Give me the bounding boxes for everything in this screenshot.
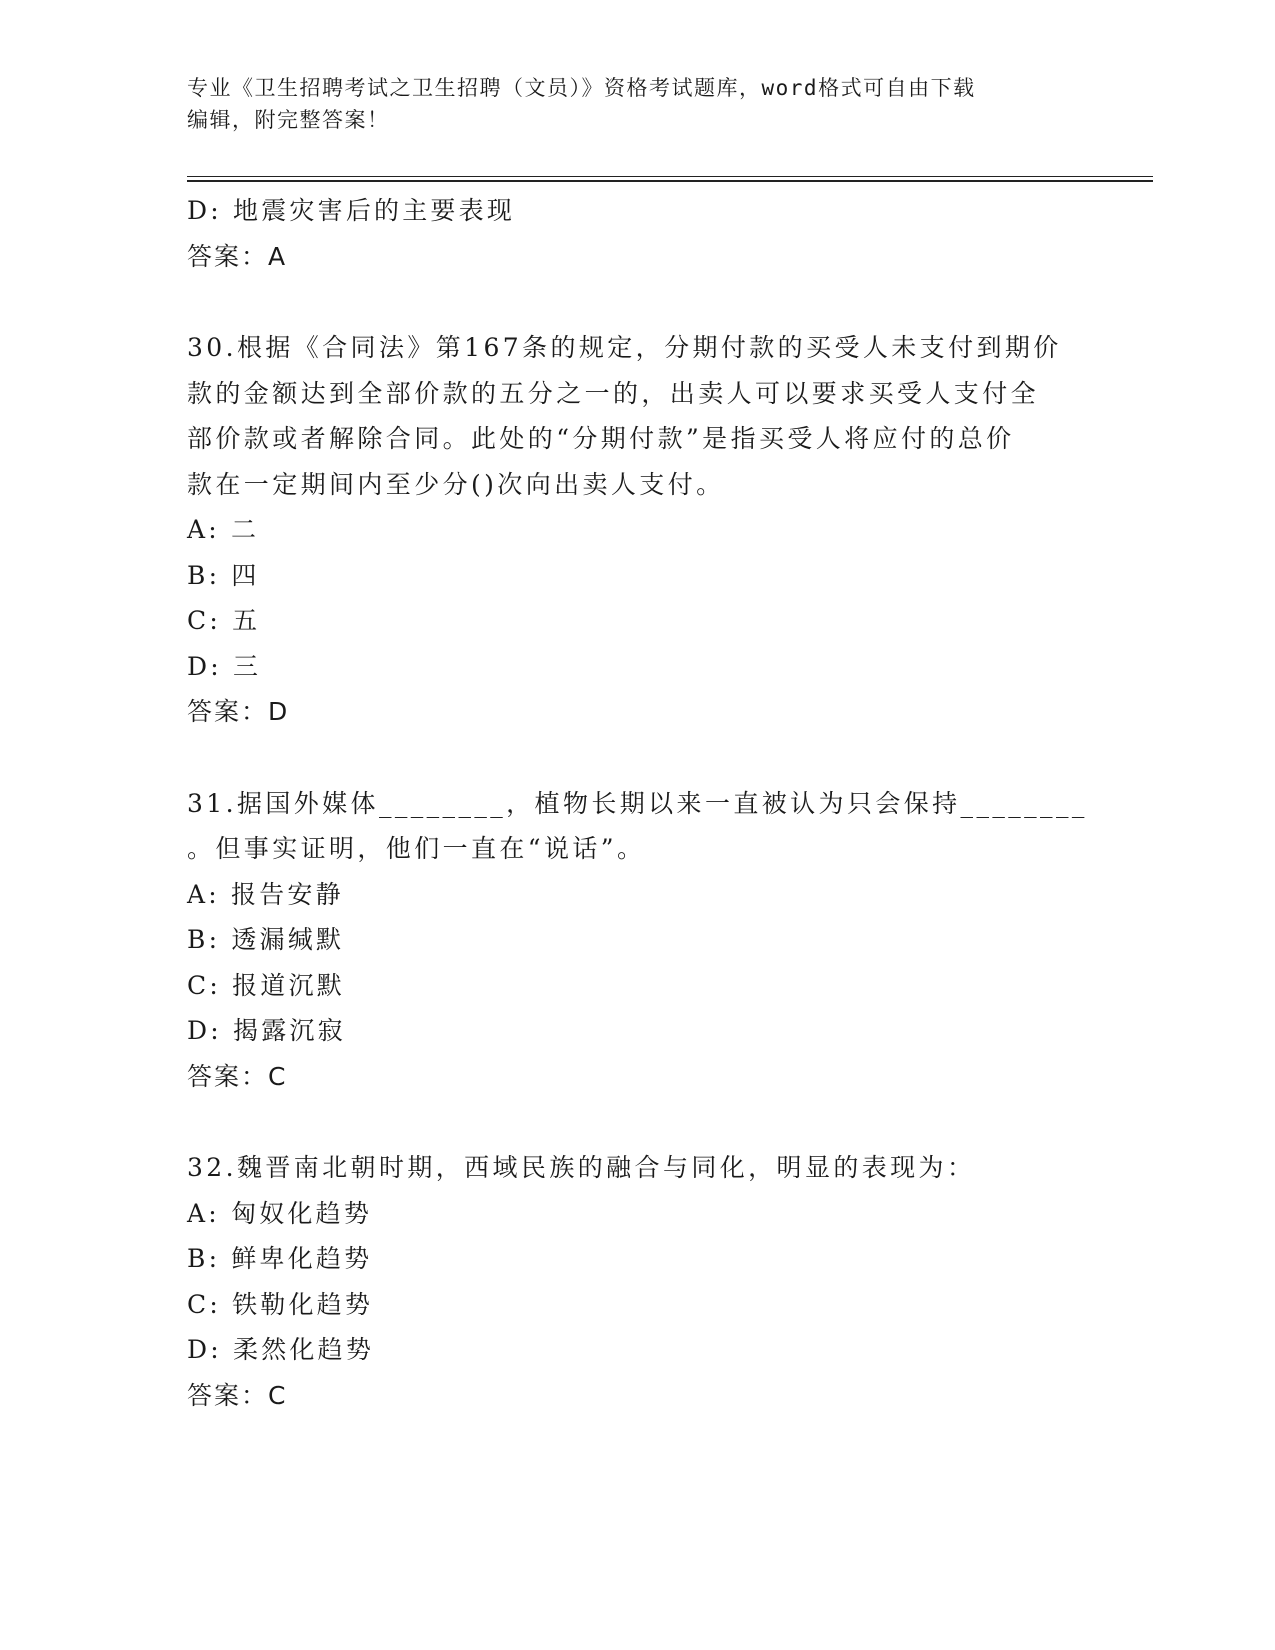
question-32 <box>187 1145 1087 1418</box>
question-line: 款在一定期间内至少分()次向出卖人支付。 <box>187 469 725 499</box>
option-d: D: 三 <box>187 651 262 681</box>
question-line: 款的金额达到全部价款的五分之一的，出卖人可以要求买受人支付全 <box>187 378 1040 408</box>
option-c: C: 铁勒化趋势 <box>187 1289 374 1319</box>
previous-question-tail <box>187 188 1087 279</box>
question-text <box>187 325 1087 507</box>
question-line: 31.据国外媒体________，植物长期以来一直被认为只会保持________ <box>187 788 1088 818</box>
header-line-2: 编辑，附完整答案！ <box>187 108 390 132</box>
question-line: 32.魏晋南北朝时期，西域民族的融合与同化，明显的表现为： <box>187 1153 976 1182</box>
option-a: A: 报告安静 <box>187 879 344 909</box>
question-text <box>187 1145 1087 1191</box>
option-d: D: 揭露沉寂 <box>187 1016 346 1045</box>
question-30 <box>187 325 1087 735</box>
option-a: A: 二 <box>187 515 260 544</box>
option-c: C: 五 <box>187 606 261 635</box>
option-a: A: 匈奴化趋势 <box>187 1198 373 1228</box>
option-c: C: 报道沉默 <box>187 970 345 1000</box>
option-d: D: 地震灾害后的主要表现 <box>187 196 516 225</box>
header-rule-thin <box>187 176 1153 177</box>
question-31 <box>187 781 1087 1100</box>
answer-line: 答案：A <box>187 241 288 271</box>
question-text <box>187 781 1087 872</box>
answer-line: 答案：D <box>187 697 290 726</box>
option-d: D: 柔然化趋势 <box>187 1335 375 1364</box>
header-rule-thick <box>187 180 1153 182</box>
answer-line: 答案：C <box>187 1380 288 1410</box>
question-line: 。但事实证明，他们一直在“说话”。 <box>187 834 646 863</box>
document-header <box>187 72 1087 136</box>
question-line: 30.根据《合同法》第167条的规定，分期付款的买受人未支付到期价 <box>187 333 1062 362</box>
option-b: B: 四 <box>187 560 260 590</box>
option-b: B: 透漏缄默 <box>187 925 345 954</box>
option-b: B: 鲜卑化趋势 <box>187 1244 373 1273</box>
header-line-1: 专业《卫生招聘考试之卫生招聘（文员）》资格考试题库，word格式可自由下载 <box>187 76 976 100</box>
answer-line: 答案：C <box>187 1061 288 1091</box>
document-body <box>187 188 1087 1418</box>
question-line: 部价款或者解除合同。此处的“分期付款”是指买受人将应付的总价 <box>187 424 1015 453</box>
